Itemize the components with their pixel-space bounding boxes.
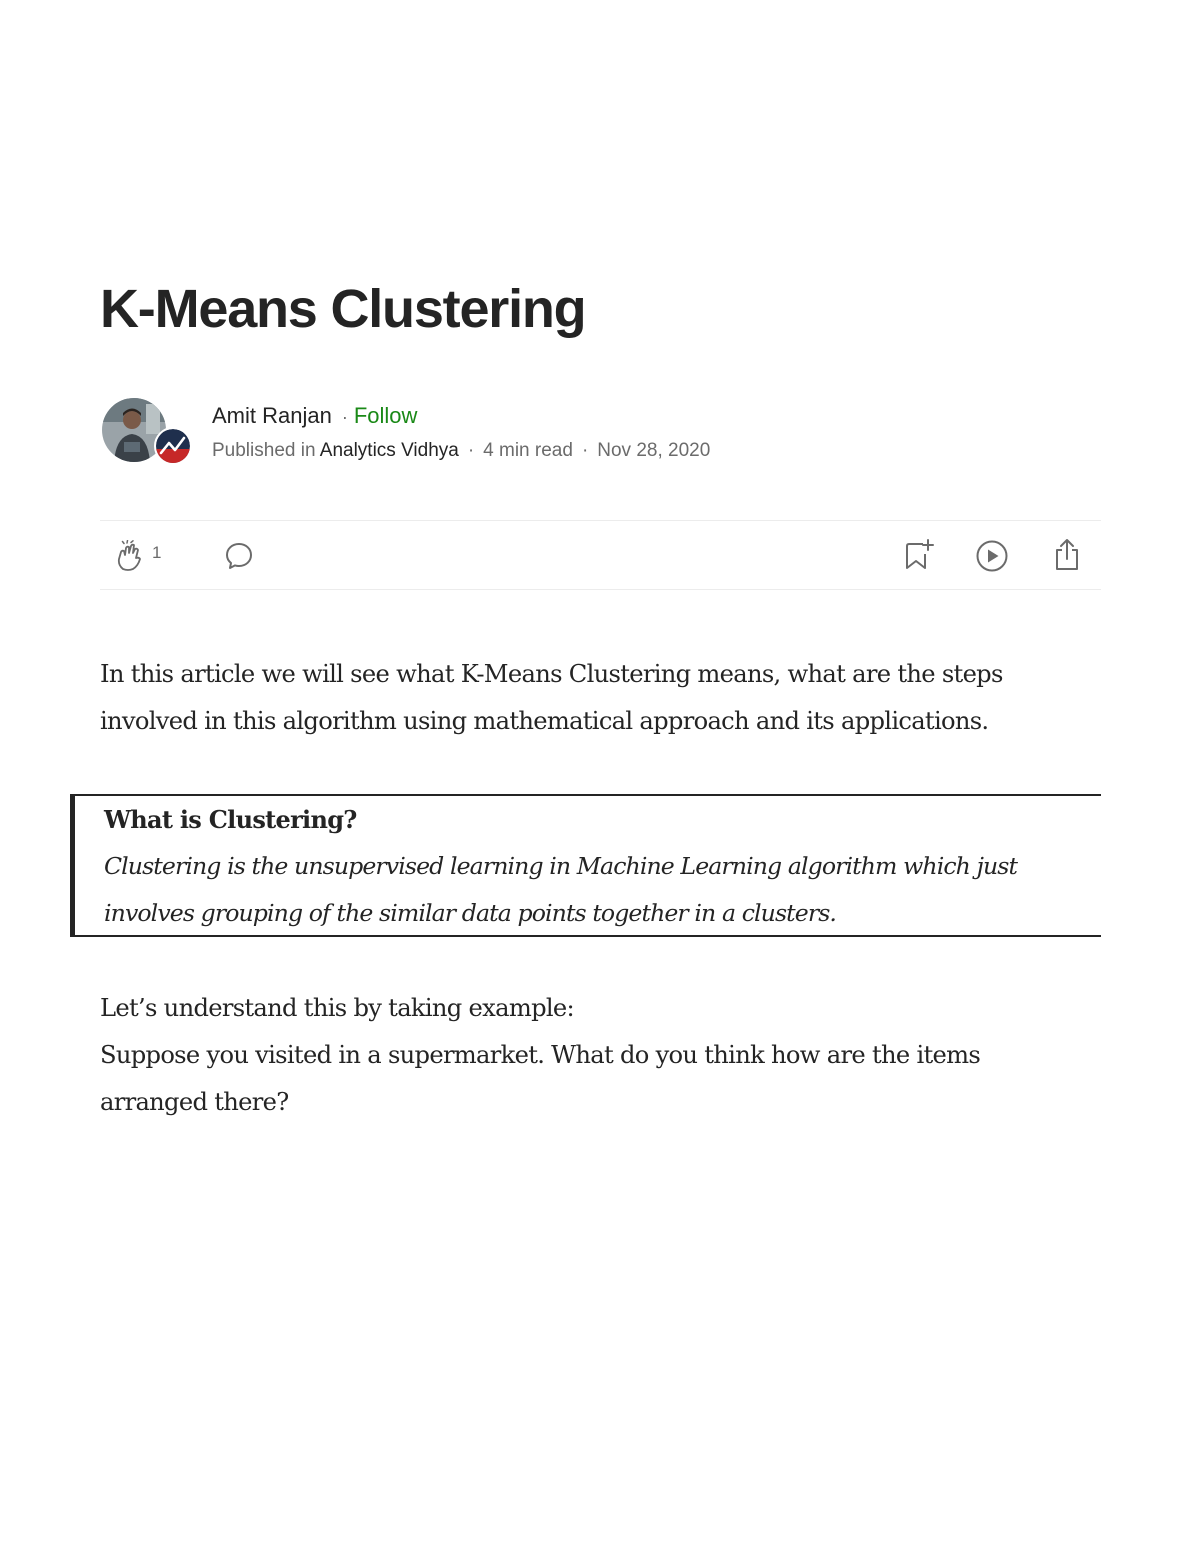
read-time: 4 min read <box>483 440 573 461</box>
publication-link[interactable]: Analytics Vidhya <box>319 440 459 461</box>
byline-separator: · <box>341 407 348 427</box>
clustering-definition-quote <box>70 794 1101 937</box>
text-line: arranged there? <box>100 1088 289 1116</box>
meta-separator: · <box>467 440 475 461</box>
publication-badge[interactable] <box>154 427 192 465</box>
intro-paragraph <box>100 651 1101 745</box>
byline-meta-row <box>212 440 710 462</box>
publish-date: Nov 28, 2020 <box>597 440 711 461</box>
meta-separator: · <box>581 440 589 461</box>
quote-body <box>104 843 1017 937</box>
clap-count: 1 <box>152 543 162 562</box>
play-icon[interactable] <box>975 539 1009 573</box>
byline <box>100 398 1101 468</box>
follow-button[interactable]: Follow <box>353 403 418 428</box>
comment-icon[interactable] <box>224 541 254 571</box>
text-line: Suppose you visited in a supermarket. What do you think how are the items <box>100 1041 981 1069</box>
article-title: K-Means Clustering <box>100 279 586 339</box>
action-bar <box>100 520 1101 590</box>
bookmark-add-icon[interactable] <box>903 538 935 572</box>
text-line: Let’s understand this by taking example: <box>100 994 574 1022</box>
quote-heading: What is Clustering? <box>104 805 357 834</box>
text-line: involved in this algorithm using mathematical approach and its applications. <box>100 707 989 735</box>
publication-logo-icon <box>156 429 190 463</box>
published-in-label: Published in <box>212 440 316 461</box>
share-icon[interactable] <box>1051 537 1083 573</box>
example-paragraph <box>100 985 1101 1126</box>
text-line: involves grouping of the similar data points together in a clusters. <box>104 899 837 927</box>
text-line: In this article we will see what K-Means Clustering means, what are the steps <box>100 660 1003 688</box>
text-line: Clustering is the unsupervised learning in Machine Learning algorithm which just <box>104 852 1018 880</box>
author-name[interactable]: Amit Ranjan <box>212 403 332 428</box>
clap-icon[interactable] <box>114 540 146 572</box>
byline-author-row <box>212 403 417 429</box>
